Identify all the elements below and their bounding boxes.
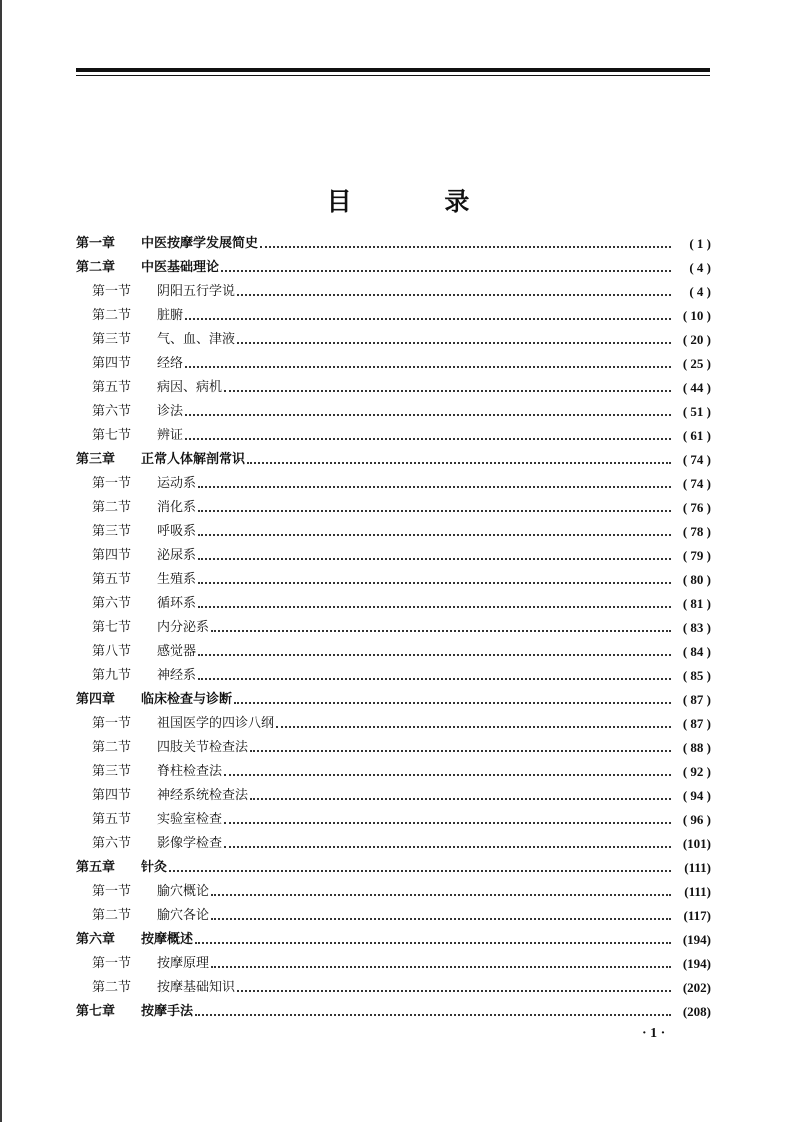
toc-entry-number: 第三节 — [92, 332, 132, 347]
toc-entry-page: (194) — [682, 932, 711, 947]
toc-section-entry — [76, 976, 711, 1000]
toc-entry-title: 经络 — [157, 356, 184, 371]
toc-entry-title: 内分泌系 — [157, 620, 210, 635]
toc-entry-title: 神经系统检查法 — [157, 788, 249, 803]
toc-entry-page: ( 61 ) — [682, 428, 711, 443]
toc-entry-title: 脊柱检查法 — [157, 764, 223, 779]
toc-entry-number: 第六节 — [92, 404, 132, 419]
toc-entry-number: 第六节 — [92, 596, 132, 611]
toc-entry-page: ( 51 ) — [682, 404, 711, 419]
toc-entry-number: 第四章 — [76, 692, 116, 707]
toc-chapter-entry — [76, 688, 711, 712]
toc-entry-number: 第五节 — [92, 572, 132, 587]
toc-leader-dots — [234, 692, 671, 704]
toc-entry-title: 中医按摩学发展简史 — [141, 236, 259, 251]
toc-leader-dots — [198, 596, 671, 608]
toc-leader-dots — [198, 500, 671, 512]
toc-entry-number: 第一节 — [92, 956, 132, 971]
toc-leader-dots — [276, 716, 671, 728]
toc-entry-page: ( 25 ) — [682, 356, 711, 371]
toc-entry-title: 脏腑 — [157, 308, 184, 323]
toc-entry-page: ( 79 ) — [682, 548, 711, 563]
toc-leader-dots — [224, 380, 671, 392]
toc-section-entry — [76, 832, 711, 856]
toc-entry-page: ( 80 ) — [682, 572, 711, 587]
toc-entry-page: ( 74 ) — [682, 452, 711, 467]
toc-entry-page: ( 10 ) — [682, 308, 711, 323]
toc-chapter-entry — [76, 1000, 711, 1024]
toc-entry-number: 第九节 — [92, 668, 132, 683]
toc-entry-page: ( 84 ) — [682, 644, 711, 659]
toc-entry-page: (101) — [682, 836, 711, 851]
toc-entry-number: 第三章 — [76, 452, 116, 467]
toc-entry-number: 第一节 — [92, 884, 132, 899]
toc-entry-number: 第五节 — [92, 812, 132, 827]
toc-entry-title: 按摩原理 — [157, 956, 210, 971]
toc-section-entry — [76, 640, 711, 664]
toc-leader-dots — [221, 260, 671, 272]
toc-section-entry — [76, 328, 711, 352]
toc-leader-dots — [185, 428, 671, 440]
toc-section-entry — [76, 544, 711, 568]
toc-entry-title: 腧穴各论 — [157, 908, 210, 923]
toc-chapter-entry — [76, 256, 711, 280]
toc-entry-title: 按摩概述 — [141, 932, 194, 947]
table-of-contents — [76, 232, 711, 1024]
toc-entry-page: (194) — [682, 956, 711, 971]
toc-leader-dots — [198, 476, 671, 488]
toc-leader-dots — [211, 620, 671, 632]
toc-entry-page: (117) — [683, 908, 711, 923]
toc-leader-dots — [198, 548, 671, 560]
toc-section-entry — [76, 352, 711, 376]
toc-entry-title: 生殖系 — [157, 572, 197, 587]
toc-entry-page: ( 87 ) — [682, 716, 711, 731]
toc-entry-title: 运动系 — [157, 476, 197, 491]
toc-section-entry — [76, 880, 711, 904]
toc-section-entry — [76, 760, 711, 784]
toc-entry-page: ( 94 ) — [682, 788, 711, 803]
toc-entry-number: 第七节 — [92, 620, 132, 635]
toc-chapter-entry — [76, 232, 711, 256]
toc-entry-number: 第二章 — [76, 260, 116, 275]
toc-entry-number: 第二节 — [92, 908, 132, 923]
toc-entry-page: ( 83 ) — [682, 620, 711, 635]
page-left-edge — [0, 0, 2, 1122]
toc-leader-dots — [195, 1004, 671, 1016]
toc-entry-number: 第一节 — [92, 716, 132, 731]
header-rule-thin — [76, 75, 710, 76]
toc-entry-title: 中医基础理论 — [141, 260, 220, 275]
toc-entry-title: 病因、病机 — [157, 380, 223, 395]
toc-chapter-entry — [76, 856, 711, 880]
toc-section-entry — [76, 616, 711, 640]
toc-entry-title: 感觉器 — [157, 644, 197, 659]
toc-leader-dots — [211, 908, 671, 920]
toc-entry-page: ( 76 ) — [682, 500, 711, 515]
toc-entry-number: 第二节 — [92, 500, 132, 515]
toc-entry-title: 神经系 — [157, 668, 197, 683]
toc-leader-dots — [247, 452, 671, 464]
toc-leader-dots — [224, 764, 671, 776]
toc-leader-dots — [198, 644, 671, 656]
toc-entry-number: 第四节 — [92, 788, 132, 803]
page-number: · 1 · — [642, 1026, 666, 1041]
toc-entry-number: 第六节 — [92, 836, 132, 851]
toc-section-entry — [76, 904, 711, 928]
toc-entry-number: 第五节 — [92, 380, 132, 395]
toc-entry-number: 第七节 — [92, 428, 132, 443]
toc-entry-number: 第一节 — [92, 284, 132, 299]
toc-leader-dots — [211, 956, 671, 968]
toc-section-entry — [76, 712, 711, 736]
toc-entry-title: 实验室检查 — [157, 812, 223, 827]
toc-leader-dots — [169, 860, 671, 872]
header-rule — [76, 68, 710, 72]
toc-section-entry — [76, 496, 711, 520]
toc-entry-page: (202) — [682, 980, 711, 995]
toc-leader-dots — [198, 668, 671, 680]
toc-leader-dots — [185, 404, 671, 416]
toc-entry-number: 第八节 — [92, 644, 132, 659]
toc-leader-dots — [250, 740, 671, 752]
toc-entry-page: ( 74 ) — [682, 476, 711, 491]
toc-leader-dots — [185, 356, 671, 368]
toc-section-entry — [76, 304, 711, 328]
toc-entry-page: ( 81 ) — [682, 596, 711, 611]
toc-entry-number: 第六章 — [76, 932, 116, 947]
toc-entry-title: 按摩基础知识 — [157, 980, 236, 995]
toc-entry-page: ( 4 ) — [689, 284, 711, 299]
toc-section-entry — [76, 424, 711, 448]
toc-leader-dots — [237, 332, 671, 344]
toc-entry-page: ( 88 ) — [682, 740, 711, 755]
toc-entry-title: 临床检查与诊断 — [141, 692, 233, 707]
toc-entry-title: 泌尿系 — [157, 548, 197, 563]
toc-leader-dots — [250, 788, 671, 800]
toc-leader-dots — [198, 572, 671, 584]
toc-entry-page: ( 85 ) — [682, 668, 711, 683]
toc-section-entry — [76, 784, 711, 808]
toc-entry-number: 第二节 — [92, 980, 132, 995]
toc-section-entry — [76, 280, 711, 304]
toc-entry-number: 第一章 — [76, 236, 116, 251]
toc-entry-page: ( 87 ) — [682, 692, 711, 707]
toc-entry-number: 第四节 — [92, 548, 132, 563]
toc-leader-dots — [237, 980, 671, 992]
toc-entry-title: 消化系 — [157, 500, 197, 515]
toc-entry-number: 第二节 — [92, 308, 132, 323]
toc-leader-dots — [260, 236, 671, 248]
toc-entry-title: 气、血、津液 — [157, 332, 236, 347]
toc-section-entry — [76, 376, 711, 400]
toc-leader-dots — [198, 524, 671, 536]
toc-entry-title: 四肢关节检查法 — [157, 740, 249, 755]
toc-entry-title: 腧穴概论 — [157, 884, 210, 899]
toc-entry-title: 按摩手法 — [141, 1004, 194, 1019]
toc-entry-number: 第一节 — [92, 476, 132, 491]
toc-entry-page: ( 20 ) — [682, 332, 711, 347]
toc-entry-page: ( 78 ) — [682, 524, 711, 539]
toc-entry-page: (208) — [682, 1004, 711, 1019]
toc-section-entry — [76, 664, 711, 688]
toc-entry-number: 第二节 — [92, 740, 132, 755]
toc-entry-page: ( 4 ) — [689, 260, 711, 275]
toc-section-entry — [76, 400, 711, 424]
toc-entry-title: 正常人体解剖常识 — [141, 452, 246, 467]
toc-leader-dots — [211, 884, 671, 896]
toc-entry-title: 循环系 — [157, 596, 197, 611]
toc-entry-number: 第三节 — [92, 764, 132, 779]
toc-entry-page: ( 44 ) — [682, 380, 711, 395]
toc-entry-title: 阴阳五行学说 — [157, 284, 236, 299]
toc-leader-dots — [185, 308, 671, 320]
toc-section-entry — [76, 808, 711, 832]
toc-section-entry — [76, 952, 711, 976]
toc-section-entry — [76, 592, 711, 616]
toc-entry-title: 呼吸系 — [157, 524, 197, 539]
toc-entry-title: 影像学检查 — [157, 836, 223, 851]
toc-entry-number: 第五章 — [76, 860, 116, 875]
toc-entry-page: (111) — [684, 860, 711, 875]
toc-entry-title: 辨证 — [157, 428, 184, 443]
toc-section-entry — [76, 472, 711, 496]
toc-leader-dots — [224, 812, 671, 824]
toc-entry-page: ( 96 ) — [682, 812, 711, 827]
toc-entry-page: (111) — [684, 884, 711, 899]
toc-entry-number: 第七章 — [76, 1004, 116, 1019]
toc-entry-title: 针灸 — [141, 860, 168, 875]
toc-chapter-entry — [76, 928, 711, 952]
toc-entry-number: 第四节 — [92, 356, 132, 371]
toc-entry-number: 第三节 — [92, 524, 132, 539]
toc-section-entry — [76, 568, 711, 592]
toc-leader-dots — [195, 932, 671, 944]
toc-entry-title: 祖国医学的四诊八纲 — [157, 716, 275, 731]
page-title: 目 录 — [326, 187, 512, 216]
toc-entry-title: 诊法 — [157, 404, 184, 419]
toc-section-entry — [76, 736, 711, 760]
toc-section-entry — [76, 520, 711, 544]
toc-leader-dots — [237, 284, 671, 296]
toc-entry-page: ( 92 ) — [682, 764, 711, 779]
toc-leader-dots — [224, 836, 671, 848]
toc-entry-page: ( 1 ) — [689, 236, 711, 251]
toc-chapter-entry — [76, 448, 711, 472]
